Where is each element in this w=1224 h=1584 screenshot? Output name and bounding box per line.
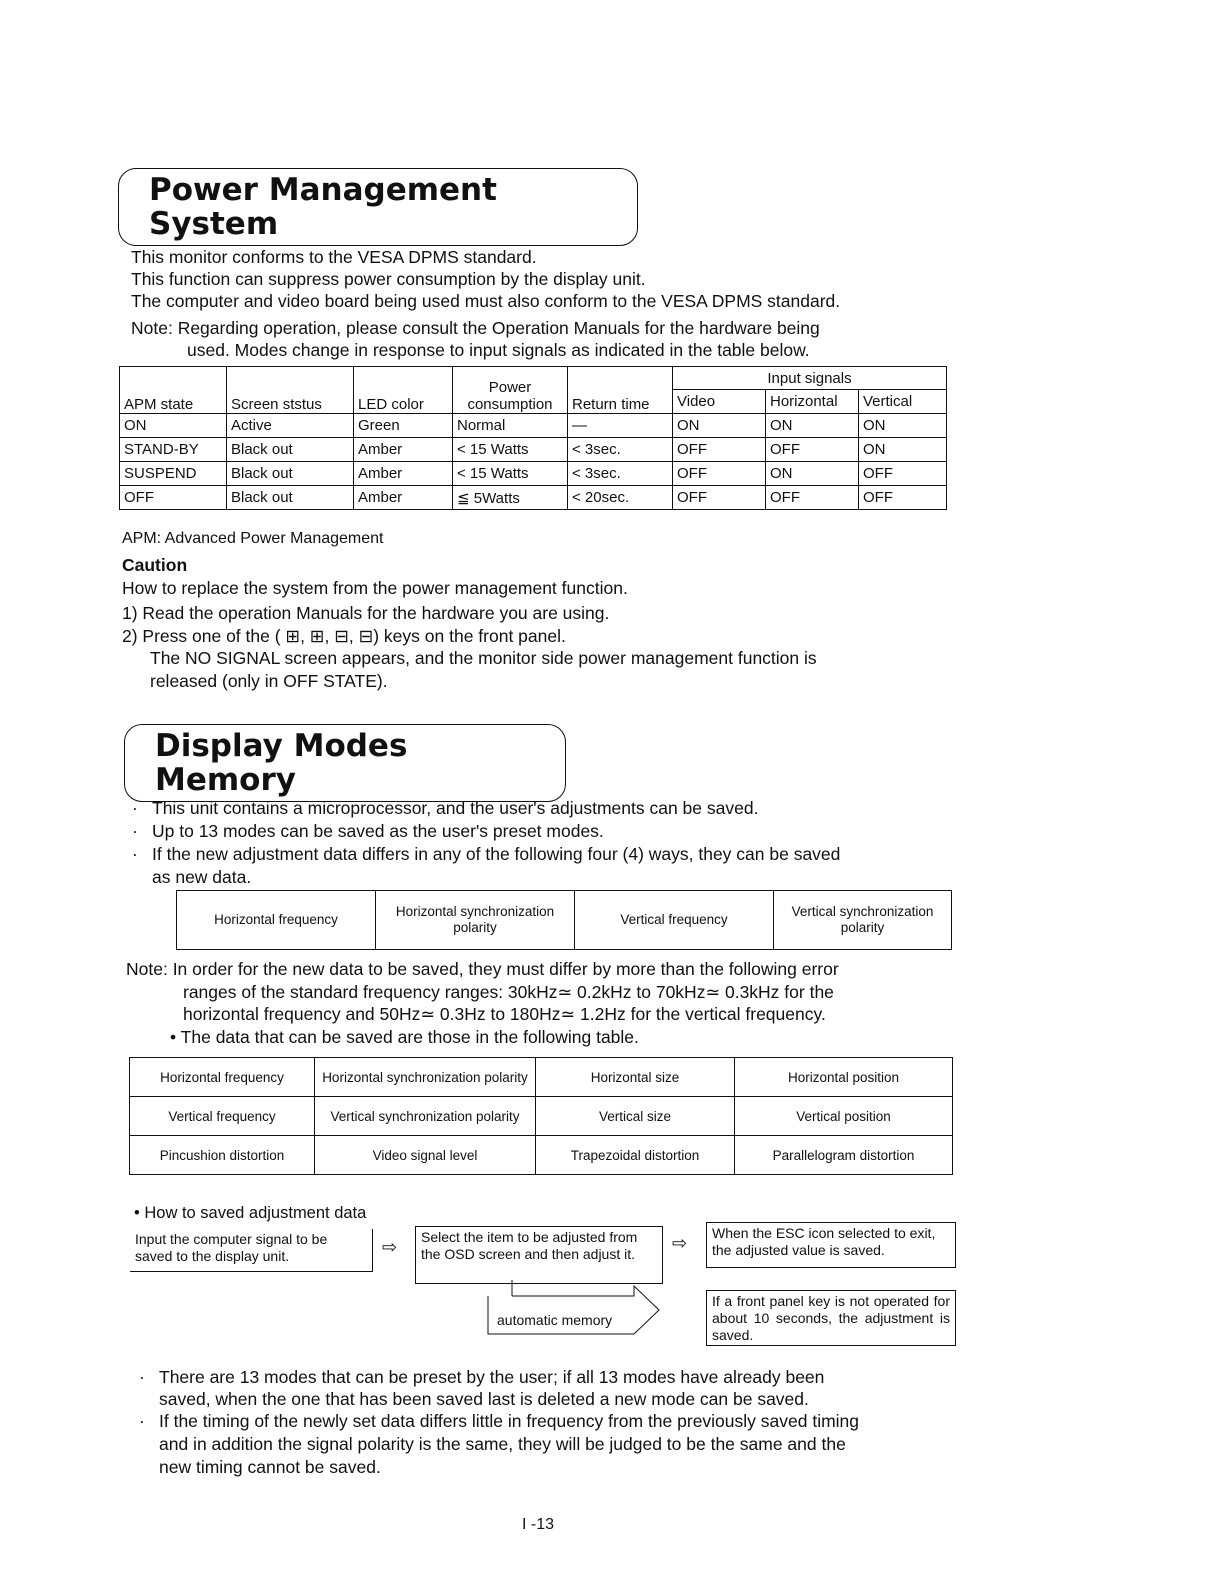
table-cell: Pincushion distortion	[130, 1136, 315, 1175]
table-cell: —	[568, 414, 673, 438]
table-cell: Active	[227, 414, 354, 438]
table-cell: OFF	[859, 462, 947, 486]
table-row	[120, 414, 947, 438]
table-cell: Vertical synchronization polarity	[315, 1097, 536, 1136]
table-cell: Green	[354, 414, 453, 438]
table-row	[120, 462, 947, 486]
way-h-freq: Horizontal frequency	[177, 891, 376, 950]
table-cell: < 3sec.	[568, 438, 673, 462]
table-cell: OFF	[673, 462, 766, 486]
table-cell: OFF	[673, 486, 766, 510]
way-v-sync: Vertical synchronization polarity	[774, 891, 952, 950]
pms-title-text: Power Management System	[149, 172, 497, 242]
table-cell: Amber	[354, 486, 453, 510]
apm-note: APM: Advanced Power Management	[122, 530, 384, 547]
table-cell: ON	[766, 462, 859, 486]
final-bullet-1b: saved, when the one that has been saved last is deleted a new mode can be saved.	[159, 1389, 809, 1409]
dmm-bullet-3: · If the new adjustment data differs in any of the following four (4) ways, they can be saved	[152, 843, 840, 865]
table-cell: OFF	[673, 438, 766, 462]
way-h-sync: Horizontal synchronization polarity	[376, 891, 575, 950]
dpms-table	[119, 366, 947, 510]
pms-section-title	[118, 168, 638, 246]
dmm-note-3: horizontal frequency and 50Hz≃ 0.3Hz to 180Hz≃ 1.2Hz for the vertical frequency.	[183, 1004, 826, 1024]
caution-step-2-cont-2: released (only in OFF STATE).	[150, 671, 388, 691]
table-cell: OFF	[766, 486, 859, 510]
table-cell: Normal	[453, 414, 568, 438]
hdr-input-signals: Input signals	[673, 367, 947, 390]
table-cell: SUSPEND	[120, 462, 227, 486]
final-bullet-2c: new timing cannot be saved.	[159, 1457, 381, 1477]
hdr-video: Video	[673, 390, 766, 414]
auto-memory-label: automatic memory	[497, 1312, 613, 1328]
flow-box-timeout: If a front panel key is not operated for about 10 seconds, the adjustment is saved.	[706, 1290, 956, 1346]
table-cell: OFF	[120, 486, 227, 510]
dmm-note-4: • The data that can be saved are those in the following table.	[170, 1027, 639, 1047]
hdr-vertical: Vertical	[859, 390, 947, 414]
flow-box-input: Input the computer signal to be saved to the display unit.	[130, 1229, 373, 1272]
flow-arrow-1: ⇨	[382, 1237, 398, 1257]
table-cell: ON	[766, 414, 859, 438]
caution-title: Caution	[122, 555, 188, 575]
table-cell: Horizontal synchronization polarity	[315, 1058, 536, 1097]
dmm-title-text: Display Modes Memory	[155, 728, 408, 798]
flow-box-esc: When the ESC icon selected to exit, the adjusted value is saved.	[706, 1222, 956, 1268]
table-row	[120, 438, 947, 462]
table-cell: Black out	[227, 438, 354, 462]
table-cell: ON	[859, 414, 947, 438]
table-cell: ≦ 5Watts	[453, 486, 568, 510]
table-cell: Amber	[354, 462, 453, 486]
table-cell: OFF	[766, 438, 859, 462]
hdr-led: LED color	[354, 367, 453, 414]
way-v-freq: Vertical frequency	[575, 891, 774, 950]
table-cell: ON	[859, 438, 947, 462]
table-cell: OFF	[859, 486, 947, 510]
caution-step-2: 2) Press one of the ( ⊞, ⊞, ⊟, ⊟) keys on the front panel.	[122, 626, 566, 646]
table-cell: Horizontal size	[536, 1058, 735, 1097]
table-cell: Black out	[227, 462, 354, 486]
hdr-power: Power consumption	[453, 367, 568, 414]
table-cell: Amber	[354, 438, 453, 462]
table-cell: ON	[120, 414, 227, 438]
table-cell: < 15 Watts	[453, 438, 568, 462]
page-number: I -13	[522, 1516, 555, 1533]
table-row	[130, 1097, 953, 1136]
ways-table	[176, 890, 952, 950]
dmm-section-title	[124, 724, 566, 802]
pms-note-1: Note: Regarding operation, please consult the Operation Manuals for the hardware being	[131, 318, 820, 338]
table-cell: Vertical position	[735, 1097, 953, 1136]
final-bullet-1a: · There are 13 modes that can be preset by the user; if all 13 modes have already been	[159, 1366, 824, 1388]
caution-line: How to replace the system from the power management function.	[122, 578, 628, 598]
table-cell: Vertical frequency	[130, 1097, 315, 1136]
table-cell: ON	[673, 414, 766, 438]
hdr-screen: Screen ststus	[227, 367, 354, 414]
table-cell: < 15 Watts	[453, 462, 568, 486]
table-cell: < 20sec.	[568, 486, 673, 510]
table-row	[130, 1136, 953, 1175]
table-cell: Vertical size	[536, 1097, 735, 1136]
table-row	[120, 486, 947, 510]
dmm-note-1: Note: In order for the new data to be saved, they must differ by more than the following error	[126, 959, 839, 979]
hdr-apm: APM state	[120, 367, 227, 414]
hdr-return: Return time	[568, 367, 673, 414]
dmm-bullet-3-cont: as new data.	[152, 867, 252, 887]
table-cell: Horizontal frequency	[130, 1058, 315, 1097]
table-row	[130, 1058, 953, 1097]
pms-intro-3: The computer and video board being used must also conform to the VESA DPMS standard.	[131, 291, 841, 311]
table-cell: Black out	[227, 486, 354, 510]
dmm-note-2: ranges of the standard frequency ranges: 30kHz≃ 0.2kHz to 70kHz≃ 0.3kHz for the	[183, 982, 834, 1002]
table-cell: STAND-BY	[120, 438, 227, 462]
hdr-horizontal: Horizontal	[766, 390, 859, 414]
table-cell: Video signal level	[315, 1136, 536, 1175]
pms-intro-2: This function can suppress power consumption by the display unit.	[131, 269, 646, 289]
how-title: • How to saved adjustment data	[134, 1204, 367, 1222]
table-cell: Horizontal position	[735, 1058, 953, 1097]
final-bullet-2b: and in addition the signal polarity is the same, they will be judged to be the same and the	[159, 1434, 846, 1454]
table-cell: < 3sec.	[568, 462, 673, 486]
dmm-bullet-1: · This unit contains a microprocessor, and the user's adjustments can be saved.	[152, 797, 758, 819]
final-bullet-2a: · If the timing of the newly set data differs little in frequency from the previously saved timing	[159, 1410, 859, 1432]
table-cell: Trapezoidal distortion	[536, 1136, 735, 1175]
saved-data-table	[129, 1057, 953, 1175]
dmm-bullet-2: · Up to 13 modes can be saved as the user's preset modes.	[152, 820, 604, 842]
caution-step-2-cont-1: The NO SIGNAL screen appears, and the monitor side power management function is	[150, 648, 817, 668]
pms-note-2: used. Modes change in response to input signals as indicated in the table below.	[187, 340, 810, 360]
flow-arrow-2: ⇨	[672, 1233, 688, 1253]
table-cell: Parallelogram distortion	[735, 1136, 953, 1175]
flow-box-select: Select the item to be adjusted from the OSD screen and then adjust it.	[415, 1226, 663, 1284]
pms-intro-1: This monitor conforms to the VESA DPMS standard.	[131, 247, 537, 267]
caution-step-1: 1) Read the operation Manuals for the hardware you are using.	[122, 603, 610, 623]
